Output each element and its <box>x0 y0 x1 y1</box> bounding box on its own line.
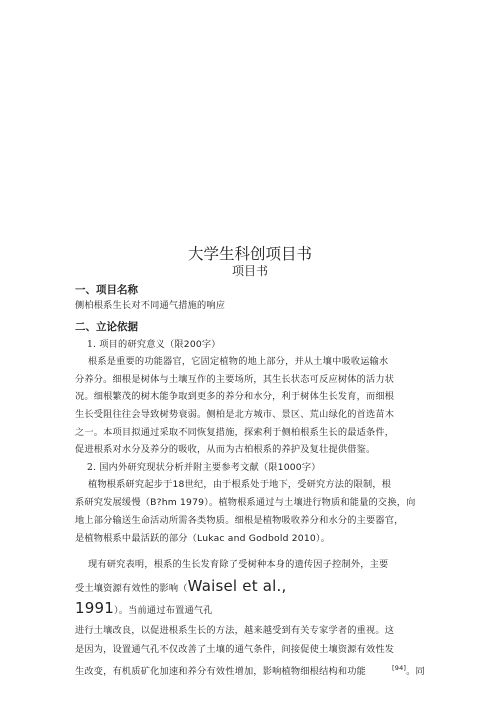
p2-line-2-cite: Waisel et al., <box>187 577 287 595</box>
p1-line-2-pre: 系研究发展缓慢（ <box>75 497 151 508</box>
p1-line-1-post: 世纪，由于根系处于地下，受研究方法的限制，根 <box>184 479 392 490</box>
p2-line-6-end: 。同 <box>406 666 425 677</box>
p2-line-6 <box>75 662 425 678</box>
p2-line-5: 是因为，设置通气孔不仅改善了土壤的通气条件，间接促使土壤资源有效性发 <box>75 644 395 655</box>
p1-line-1-pre: 植物根系研究起步于 <box>88 479 173 490</box>
item1-line-4: 生长受阻往往会导致树势衰弱。侧柏是北方城市、景区、荒山绿化的首选苗木 <box>75 409 395 420</box>
p2-line-6-text: 生改变，有机质矿化加速和养分有效性增加，影响植物细根结构和功能 <box>75 666 367 677</box>
p2-line-3-post: ）。当前通过布置通气孔 <box>113 605 213 616</box>
p1-line-1-num: 18 <box>172 479 185 490</box>
item1-line-6: 促进根系对水分及养分的吸收，从而为古柏根系的养护及复壮提供借鉴。 <box>75 444 376 455</box>
item1-heading-pre: 1. 项目的研究意义（限 <box>87 339 184 350</box>
p2-line-3 <box>75 598 425 621</box>
document-title: 大学生科创项目书 <box>187 245 312 263</box>
item1-line-1: 根系是重要的功能器官，它固定植物的地上部分，并从土壤中吸收运输水 <box>88 356 389 367</box>
p2-line-6-ref: [94] <box>392 664 407 672</box>
p1-line-2-post: ）。植物根系通过与土壤进行物质和能量的交换，向 <box>204 497 416 508</box>
item1-heading-num: 200 <box>183 339 202 350</box>
p2-line-4: 进行土壤改良，以促进根系生长的方法，越来越受到有关专家学者的重视。这 <box>75 625 395 636</box>
section-heading-project-name: 一、项目名称 <box>75 284 138 296</box>
item1-heading-post: 字） <box>201 339 221 350</box>
p2-line-2 <box>75 576 425 599</box>
p1-line-4 <box>75 532 425 545</box>
item2-heading <box>87 461 437 474</box>
item1-heading <box>87 338 437 351</box>
p1-line-2-cite: B?hm 1979 <box>150 497 205 508</box>
p1-line-4-cite: Lukac and Godbold 2010 <box>197 533 316 544</box>
item1-line-5: 之一。本项目拟通过采取不同恢复措施，探索利于侧柏根系生长的最适条件， <box>75 427 395 438</box>
document-subtitle: 项目书 <box>231 264 268 278</box>
item2-heading-num: 1000 <box>277 462 302 473</box>
p1-line-4-post: ）。 <box>315 533 331 544</box>
p1-line-4-pre: 是植物根系中最活跃的部分（ <box>75 533 198 544</box>
p2-line-2-pre: 受土壤资源有效性的影响（ <box>75 583 188 594</box>
item2-heading-post: 字） <box>301 462 321 473</box>
p2-line-3-cite: 1991 <box>75 599 114 617</box>
p1-line-3: 地上部分输送生命活动所需各类物质。细根是植物吸收养分和水分的主要器官， <box>75 515 404 526</box>
p2-line-1: 现有研究表明，根系的生长发育除了受树种本身的遗传因子控制外，主要 <box>88 559 389 570</box>
section-heading-rationale: 二、立论依据 <box>75 321 138 333</box>
p1-line-1 <box>88 478 425 491</box>
p1-line-2 <box>75 496 425 509</box>
project-name-text: 侧柏根系生长对不同通气措施的响应 <box>75 300 226 311</box>
item1-line-2: 分养分。细根是树体与土壤互作的主要场所，其生长状态可反应树体的活力状 <box>75 374 395 385</box>
item2-heading-pre: 2. 国内外研究现状分析并附主要参考文献（限 <box>87 462 278 473</box>
item1-line-3: 况。细根繁茂的树木能争取到更多的养分和水分，利于树体生长发育，而细根 <box>75 391 395 402</box>
